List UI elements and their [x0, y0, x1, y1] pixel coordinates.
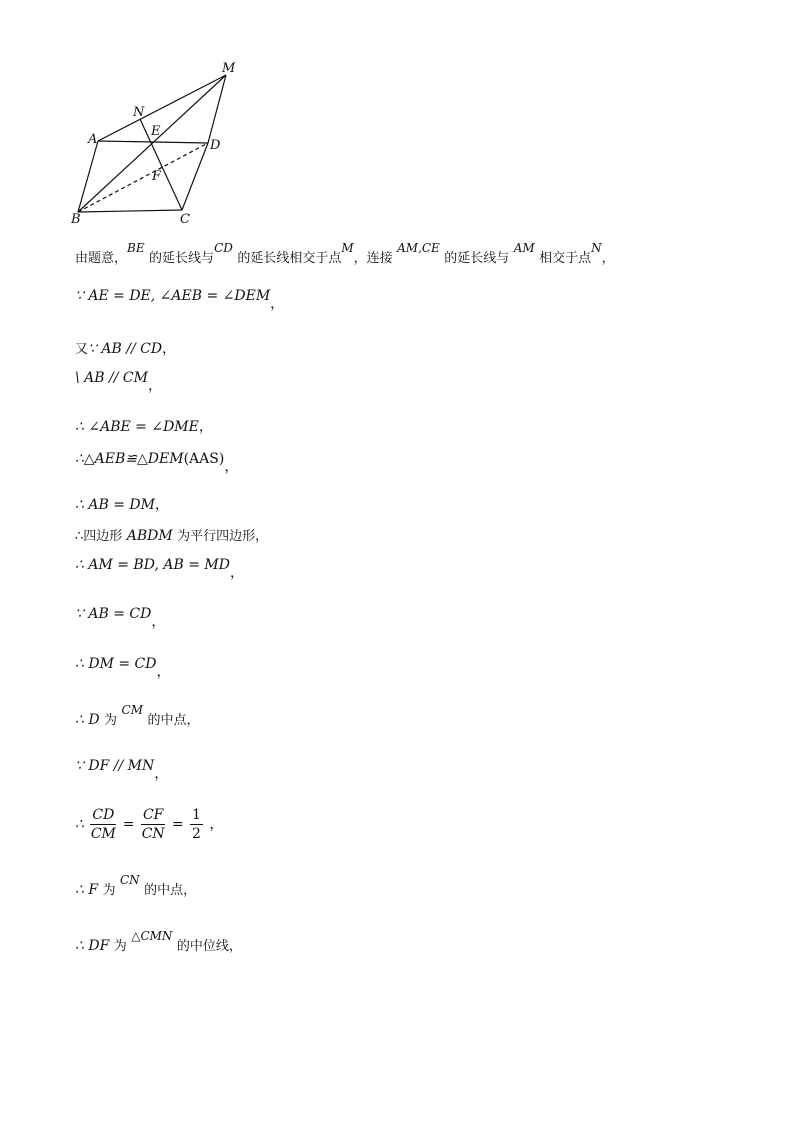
denominator: CM: [90, 826, 116, 842]
label-N: N: [133, 105, 145, 120]
text: 为: [113, 939, 127, 954]
segment-NC: [140, 119, 182, 210]
math-var: AM,CE: [397, 241, 440, 255]
segment-DM: [208, 75, 226, 143]
math-var: ABDM: [126, 528, 173, 544]
numerator: CF: [142, 807, 164, 823]
comma: ，: [154, 497, 169, 513]
equals: =: [171, 816, 184, 833]
segment-DC: [182, 143, 208, 210]
solution-line-1: [75, 241, 615, 269]
math-expr: ∵ AB // CD: [88, 341, 163, 357]
text: ，连接: [353, 251, 393, 266]
segment-BD-dashed: [78, 143, 208, 212]
segment-BC: [78, 210, 182, 212]
comma: ，: [156, 664, 171, 680]
text: 为平行四边形，: [177, 529, 269, 544]
math-expr: \ AB // CM: [75, 370, 148, 386]
math-expr: ∴ AM = BD, AB = MD: [75, 557, 230, 573]
math-expr: ∵ DF // MN: [75, 758, 155, 774]
math-var: CN: [120, 873, 140, 887]
comma: ，: [224, 459, 239, 475]
numerator: CD: [92, 807, 115, 823]
geometry-figure: [60, 55, 260, 230]
math-var: BE: [127, 241, 145, 255]
label-F: F: [152, 169, 162, 184]
math-expr: ∵ AE = DE, ∠AEB = ∠DEM: [75, 288, 271, 304]
solution-line-5: [75, 417, 213, 437]
text: 相交于点: [539, 251, 592, 266]
label-M: M: [222, 61, 236, 76]
label-D: D: [210, 138, 221, 153]
text: 为: [102, 883, 116, 898]
math-expr: ∴ AB = DM: [75, 497, 155, 513]
equals: =: [122, 816, 135, 833]
math-var: N: [591, 241, 602, 255]
math-var: CM: [121, 703, 143, 717]
math-expr: ∴△AEB≌△DEM: [75, 451, 184, 467]
math-var: △CMN: [131, 929, 173, 943]
text: ，: [601, 251, 615, 266]
text: 的中点，: [147, 713, 200, 728]
denominator: 2: [192, 826, 201, 842]
solution-line-6: [75, 449, 239, 475]
text: 为: [104, 713, 118, 728]
solution-line-10: [75, 604, 166, 630]
label-B: B: [71, 212, 81, 227]
fraction-one-half: [190, 806, 203, 843]
numerator: 1: [192, 807, 201, 823]
solution-line-14: [75, 806, 223, 843]
solution-line-15: [75, 873, 197, 901]
comma: ，: [147, 378, 162, 394]
segment-AM: [98, 75, 226, 141]
math-var: M: [341, 241, 354, 255]
denominator: CN: [141, 826, 165, 842]
math-expr: ∴ F: [75, 882, 99, 898]
comma: ，: [198, 419, 213, 435]
solution-line-13: [75, 756, 169, 782]
text: 由题意，: [75, 251, 128, 266]
comma: ，: [229, 565, 244, 581]
fraction-CF-CN: [141, 806, 165, 843]
math-expr: ∵ AB = CD: [75, 606, 152, 622]
math-expr: ∴ ∠ABE = ∠DME: [75, 419, 199, 435]
solution-line-9: [75, 555, 244, 581]
fraction-CD-CM: [90, 806, 116, 843]
comma: ，: [162, 341, 177, 357]
label-E: E: [151, 124, 161, 139]
text: 的中位线，: [176, 939, 242, 954]
solution-line-12: [75, 703, 200, 731]
math-reason: (AAS): [183, 451, 225, 467]
solution-line-16: [75, 929, 242, 957]
math-expr: ∴: [75, 816, 84, 833]
text: 的中点，: [144, 883, 197, 898]
comma: ，: [209, 816, 224, 833]
text: 的延长线与: [149, 251, 215, 266]
solution-line-3: [75, 339, 176, 360]
text: ∴四边形: [75, 529, 123, 544]
math-var: AM: [513, 241, 535, 255]
comma: ，: [151, 614, 166, 630]
parallelogram-diagram: [60, 55, 260, 230]
comma: ，: [270, 296, 285, 312]
solution-line-8: [75, 526, 268, 547]
solution-line-11: [75, 654, 171, 680]
label-A: A: [88, 132, 98, 147]
math-expr: ∴ D: [75, 712, 100, 728]
math-expr: ∴ DF: [75, 938, 110, 954]
text: 的延长线与: [444, 251, 510, 266]
segment-AB: [78, 141, 98, 212]
text: 的延长线相交于点: [237, 251, 342, 266]
label-C: C: [180, 212, 190, 227]
math-var: CD: [214, 241, 233, 255]
text: 又: [75, 342, 89, 357]
solution-line-7: [75, 495, 169, 515]
math-expr: ∴ DM = CD: [75, 656, 157, 672]
comma: ，: [154, 766, 169, 782]
solution-line-4: [75, 368, 162, 394]
solution-line-2: [75, 286, 285, 312]
